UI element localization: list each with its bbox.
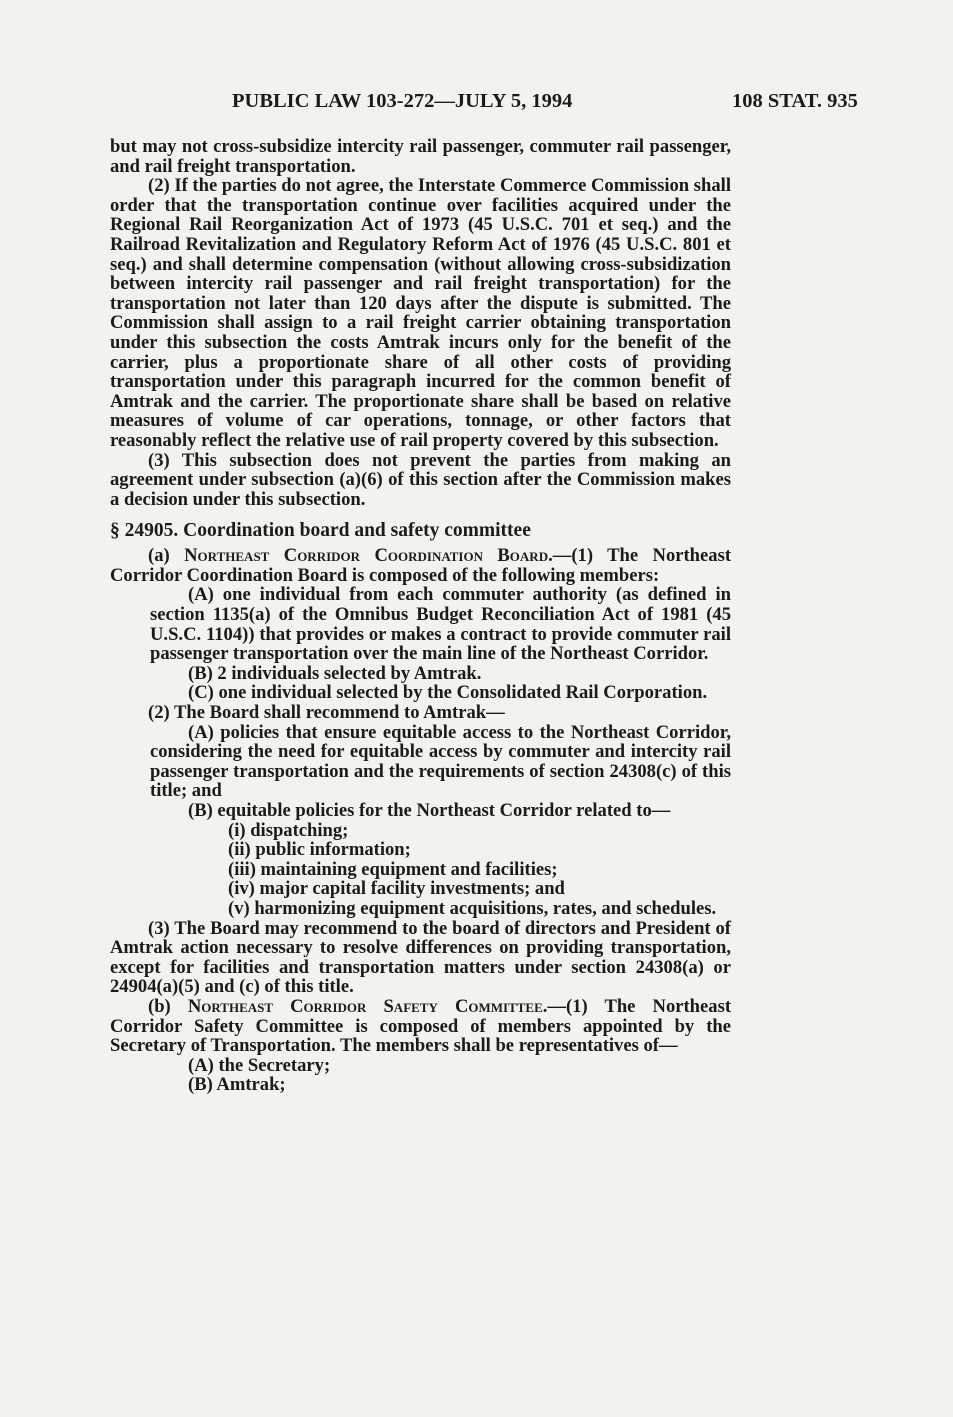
- paragraph-2: (2) If the parties do not agree, the Interstate Commerce Commission shall order that the transportation continue over facilities acquired under the Regional Rail Reorganization Act of 1973 (45 U.S.C. 701 et seq.) and the Railroad Revitalization and Regulatory Reform Act of 1976 (45 U.S.C. 801 et seq.) and shall determine compensation (without allowing cross-subsidization between intercity rail passenger and rail freight transportation) for the transportation not later than 120 days after the dispute is submitted. The Commission shall assign to a rail freight carrier obtaining transportation under this subsection the costs Amtrak incurs only for the benefit of the carrier, plus a proportionate share of all other costs of providing transportation under this paragraph incurred for the common benefit of Amtrak and the carrier. The proportionate share shall be based on relative measures of volume of car operations, tonnage, or other factors that reasonably reflect the relative use of rail property covered by this subsection.: [110, 175, 731, 451]
- clause-a1-C: (C) one individual selected by the Consolidated Rail Corporation.: [188, 682, 708, 704]
- clause-b1-B: (B) Amtrak;: [188, 1074, 286, 1096]
- section-heading: § 24905. Coordination board and safety committee: [110, 520, 531, 542]
- item-iii: (iii) maintaining equipment and facilities;: [228, 858, 558, 880]
- subsection-b-text: —(1) The Northeast Corridor Safety Committee is composed of members appointed by the Secretary of Transportation. The members shall be representatives of—: [110, 995, 732, 1057]
- subsection-a-caption: Northeast Corridor Coordination Board.: [184, 545, 553, 567]
- subsection-a: [110, 546, 731, 585]
- document-body: [110, 137, 731, 1095]
- running-title: PUBLIC LAW 103-272—JULY 5, 1994: [232, 90, 573, 112]
- paragraph-continued: but may not cross-subsidize intercity rail passenger, commuter rail passenger, and rail freight transportation.: [110, 136, 731, 177]
- statute-page-number: 108 STAT. 935: [732, 90, 858, 112]
- item-i: (i) dispatching;: [228, 819, 349, 841]
- subsection-b: [110, 997, 731, 1056]
- page-header: [0, 90, 953, 116]
- paragraph-a3: (3) The Board may recommend to the board of directors and President of Amtrak action necessary to resolve differences on providing transportation, except for facilities and transportation matters under section 24308(a) or 24904(a)(5) and (c) of this title.: [110, 917, 731, 998]
- subsection-a-text: —(1) The Northeast Corridor Coordination Board is composed of the following members:: [110, 545, 732, 586]
- clause-b1-A: (A) the Secretary;: [188, 1054, 331, 1076]
- clause-a2-B: (B) equitable policies for the Northeast Corridor related to—: [188, 800, 671, 821]
- clause-a2-A: (A) policies that ensure equitable access to the Northeast Corridor, considering the need for equitable access by commuter and intercity rail passenger transportation and the requirements of section 24308(c) of this title; and: [150, 721, 731, 802]
- item-ii: (ii) public information;: [228, 839, 411, 861]
- paragraph-3: (3) This subsection does not prevent the parties from making an agreement under subsection (a)(6) of this section after the Commission makes a decision under this subsection.: [110, 449, 731, 510]
- clause-a1-A: (A) one individual from each commuter authority (as defined in section 1135(a) of the Omnibus Budget Reconciliation Act of 1981 (45 U.S.C. 1104)) that provides or makes a contract to provide commuter rail passenger transportation over the main line of the Northeast Corridor.: [150, 584, 731, 665]
- item-iv: (iv) major capital facility investments; and: [228, 878, 565, 900]
- subsection-b-caption: Northeast Corridor Safety Committee.: [187, 995, 548, 1017]
- item-v: (v) harmonizing equipment acquisitions, rates, and schedules.: [228, 897, 717, 919]
- subsection-a-label: (a): [148, 545, 170, 567]
- clause-a1-B: (B) 2 individuals selected by Amtrak.: [188, 662, 482, 684]
- subsection-b-label: (b): [148, 995, 171, 1017]
- paragraph-a2: (2) The Board shall recommend to Amtrak—: [148, 702, 505, 724]
